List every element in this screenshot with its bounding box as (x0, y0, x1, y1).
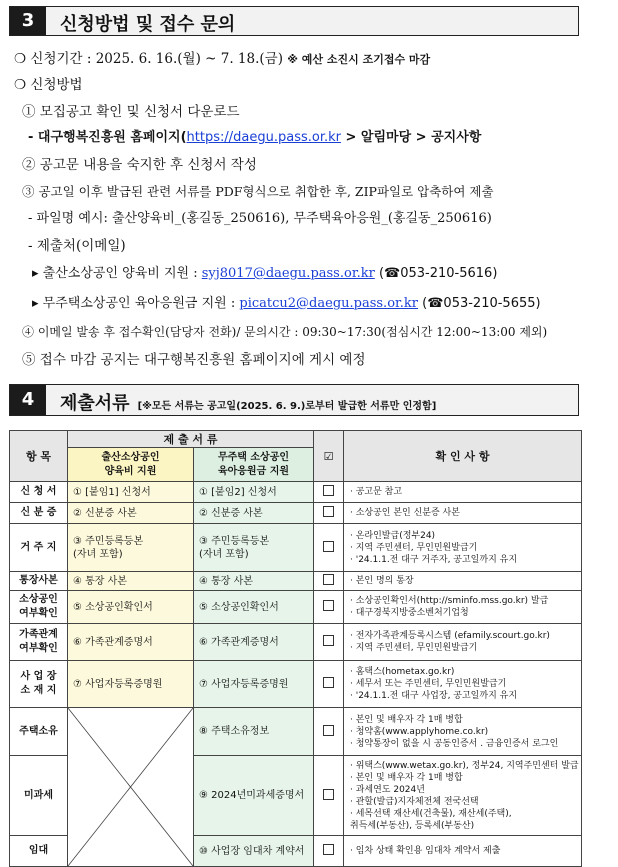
checkbox[interactable] (323, 677, 334, 688)
note-line: · 소상공인 본인 신분증 사본 (350, 508, 460, 518)
email-1-link[interactable]: syj8017@daegu.pass.or.kr (201, 266, 375, 281)
check-cell (314, 482, 344, 503)
confirm-notes (344, 524, 582, 572)
step-5: ⑤ 접수 마감 공지는 대구행복진흥원 홈페이지에 게시 예정 (22, 352, 366, 368)
row-label: 신 분 증 (10, 503, 68, 524)
table-row (10, 708, 582, 756)
section-title: 신청방법 및 접수 문의 (60, 14, 236, 35)
note-line: · 본인 명의 통장 (350, 576, 414, 586)
check-cell (314, 524, 344, 572)
note-line: · 세무서 또는 주민센터, 무인민원발급기 (350, 679, 507, 689)
housing-support-doc: ④ 통장 사본 (194, 572, 314, 591)
checkbox[interactable] (323, 541, 334, 552)
step-1: ① 모집공고 확인 및 신청서 다운로드 (22, 104, 240, 120)
note-line: · 과세연도 2024년 (350, 784, 425, 795)
step-2: ② 공고문 내용을 숙지한 후 신청서 작성 (22, 157, 257, 173)
birth-support-doc: ⑤ 소상공인확인서 (68, 591, 194, 624)
table-row (10, 503, 582, 524)
note-line: · 청약통장이 없을 시 공동인증서 . 금융인증서 로그인 (350, 738, 559, 749)
filename-example: - 파일명 예시: 출산양육비_(홍길동_250616), 무주택육아응원_(홍길동_250616) (28, 211, 492, 226)
confirm-notes (344, 503, 582, 524)
check-cell (314, 836, 344, 867)
note-line: · 지역 주민센터, 무인민원발급기 (350, 643, 478, 653)
head-col-birth: 출산소상공인 양육비 지원 (68, 448, 194, 482)
checkbox[interactable] (323, 485, 334, 496)
email-2-phone: (☎053-210-5655) (418, 296, 541, 311)
step-1-sub (28, 128, 614, 148)
email-line-1 (32, 264, 618, 284)
method-line (14, 75, 600, 95)
housing-support-doc: ⑥ 가족관계증명서 (194, 624, 314, 661)
cross-mark-icon (68, 708, 193, 866)
email-2-prefix: ▸ 무주택소상공인 육아응원금 지원 : (32, 296, 240, 311)
email-label: - 제출처(이메일) (28, 238, 126, 254)
check-cell (314, 661, 344, 708)
birth-support-doc: ⑥ 가족관계증명서 (68, 624, 194, 661)
step-1-sub-prefix: - 대구행복진흥원 홈페이지( (28, 130, 187, 145)
birth-support-doc: ④ 통장 사본 (68, 572, 194, 591)
housing-support-doc: ⑤ 소상공인확인서 (194, 591, 314, 624)
birth-support-doc: ③ 주민등록등본 (자녀 포함) (68, 524, 194, 572)
housing-support-doc: ② 신분증 사본 (194, 503, 314, 524)
check-cell (314, 624, 344, 661)
email-2-link[interactable]: picatcu2@daegu.pass.or.kr (239, 296, 419, 311)
step-3: ③ 공고일 이후 발급된 관련 서류를 PDF형식으로 취합한 후, ZIP파일로 압축하여 제출 (22, 184, 494, 199)
head-col-housing: 무주택 소상공인 육아응원금 지원 (194, 448, 314, 482)
note-line: · 본인 및 배우자 각 1매 병합 (350, 714, 463, 725)
note-line: 취득세(부동산), 등록세(부동산) (350, 820, 475, 831)
section-number: 4 (10, 385, 46, 415)
section-number: 3 (10, 7, 46, 35)
note-line: · '24.1.1.전 대구 거주자, 공고일까지 유지 (350, 554, 518, 565)
housing-support-doc: ③ 주민등록등본 (자녀 포함) (194, 524, 314, 572)
confirm-notes (344, 591, 582, 624)
note-line: · 전자가족관계등록시스템 (efamily.scourt.go.kr) (350, 631, 550, 641)
checkbox[interactable] (323, 635, 334, 646)
section-4-header (9, 384, 579, 416)
housing-support-doc: ⑦ 사업자등록증명원 (194, 661, 314, 708)
note-line: · 홈택스(hometax.go.kr) (350, 667, 455, 677)
row-label: 임대 (10, 836, 68, 867)
confirm-notes (344, 482, 582, 503)
check-cell (314, 503, 344, 524)
section-3-header (9, 6, 579, 36)
check-cell (314, 572, 344, 591)
table-row (10, 624, 582, 661)
period-note: ※ 예산 소진시 조기접수 마감 (287, 53, 431, 66)
head-item: 항 목 (10, 431, 68, 482)
confirm-notes (344, 756, 582, 836)
table-row (10, 661, 582, 708)
method-bullet: ❍ (14, 77, 27, 93)
head-confirm: 확 인 사 항 (344, 431, 582, 482)
check-cell (314, 708, 344, 756)
housing-support-doc: ⑨ 2024년미과세증명서 (194, 756, 314, 836)
head-check-icon: ☑ (314, 431, 344, 482)
email-1-phone: (☎053-210-5616) (374, 266, 498, 281)
table-row (10, 591, 582, 624)
note-line: · 관할(발급)지자체전체 전국선택 (350, 796, 479, 807)
section-4-note: [※모든 서류는 공고일(2025. 6. 9.)로부터 발급한 서류만 인정함] (137, 401, 437, 412)
checkbox[interactable] (323, 725, 334, 736)
row-label: 주택소유 (10, 708, 68, 756)
row-label: 거 주 지 (10, 524, 68, 572)
note-line: · 소상공인확인서(http://sminfo.mss.go.kr) 발급 (350, 596, 549, 606)
checkbox[interactable] (323, 506, 334, 517)
period-label: 신청기간 : 2025. 6. 16.(월) ~ 7. 18.(금) (30, 51, 283, 67)
checkbox[interactable] (323, 574, 334, 585)
note-line: · 본인 및 배우자 각 1매 병합 (350, 772, 463, 783)
row-label: 미과세 (10, 756, 68, 836)
housing-support-doc: ⑧ 주택소유정보 (194, 708, 314, 756)
birth-support-doc: ① [붙임1] 신청서 (68, 482, 194, 503)
email-line-2 (32, 294, 618, 314)
note-line: · '24.1.1.전 대구 사업장, 공고일까지 유지 (350, 691, 518, 701)
confirm-notes (344, 572, 582, 591)
documents-table (9, 430, 582, 867)
step-1-sub-suffix: > 알림마당 > 공지사항 (340, 130, 482, 145)
note-line: · 청약홈(www.applyhome.co.kr) (350, 726, 489, 737)
confirm-notes (344, 708, 582, 756)
email-1-prefix: ▸ 출산소상공인 양육비 지원 : (32, 266, 202, 281)
section-title (60, 389, 436, 415)
note-line: · 지역 주민센터, 무인민원발급기 (350, 542, 478, 553)
birth-support-doc: ⑦ 사업자등록증명원 (68, 661, 194, 708)
row-label: 소상공인 여부확인 (10, 591, 68, 624)
period-line (14, 49, 600, 70)
check-cell (314, 591, 344, 624)
table-row (10, 524, 582, 572)
confirm-notes (344, 624, 582, 661)
not-applicable-cell (68, 708, 194, 867)
period-bullet: ❍ (14, 51, 27, 67)
checkbox[interactable] (323, 844, 334, 855)
note-line: · 위택스(www.wetax.go.kr), 정부24, 지역주민센터 발급 (350, 760, 579, 771)
birth-support-doc: ② 신분증 사본 (68, 503, 194, 524)
note-line: · 공고문 참고 (350, 487, 403, 497)
table-row (10, 482, 582, 503)
step-4: ④ 이메일 발송 후 접수확인(담당자 전화)/ 문의시간 : 09:30~17:30(점심시간 12:00~13:00 제외) (22, 325, 548, 339)
check-cell (314, 756, 344, 836)
row-label: 통장사본 (10, 572, 68, 591)
head-docs: 제 출 서 류 (68, 431, 314, 448)
row-label: 가족관계 여부확인 (10, 624, 68, 661)
checkbox[interactable] (323, 789, 334, 800)
housing-support-doc: ⑩ 사업장 임대차 계약서 (194, 836, 314, 867)
housing-support-doc: ① [붙임2] 신청서 (194, 482, 314, 503)
note-line: · 임차 상태 확인용 임대차 계약서 제출 (350, 846, 501, 856)
confirm-notes (344, 836, 582, 867)
section-4-title: 제출서류 (60, 393, 130, 414)
row-label: 사 업 장 소 재 지 (10, 661, 68, 708)
row-label: 신 청 서 (10, 482, 68, 503)
note-line: · 온라인발급(정부24) (350, 530, 436, 541)
note-line: · 세목선택 재산세(건축물), 재산세(주택), (350, 808, 512, 819)
homepage-link[interactable]: https://daegu.pass.or.kr (186, 130, 341, 145)
method-label: 신청방법 (30, 77, 83, 93)
checkbox[interactable] (323, 600, 334, 611)
note-line: · 대구경북지방중소벤처기업청 (350, 608, 469, 618)
table-row (10, 572, 582, 591)
confirm-notes (344, 661, 582, 708)
